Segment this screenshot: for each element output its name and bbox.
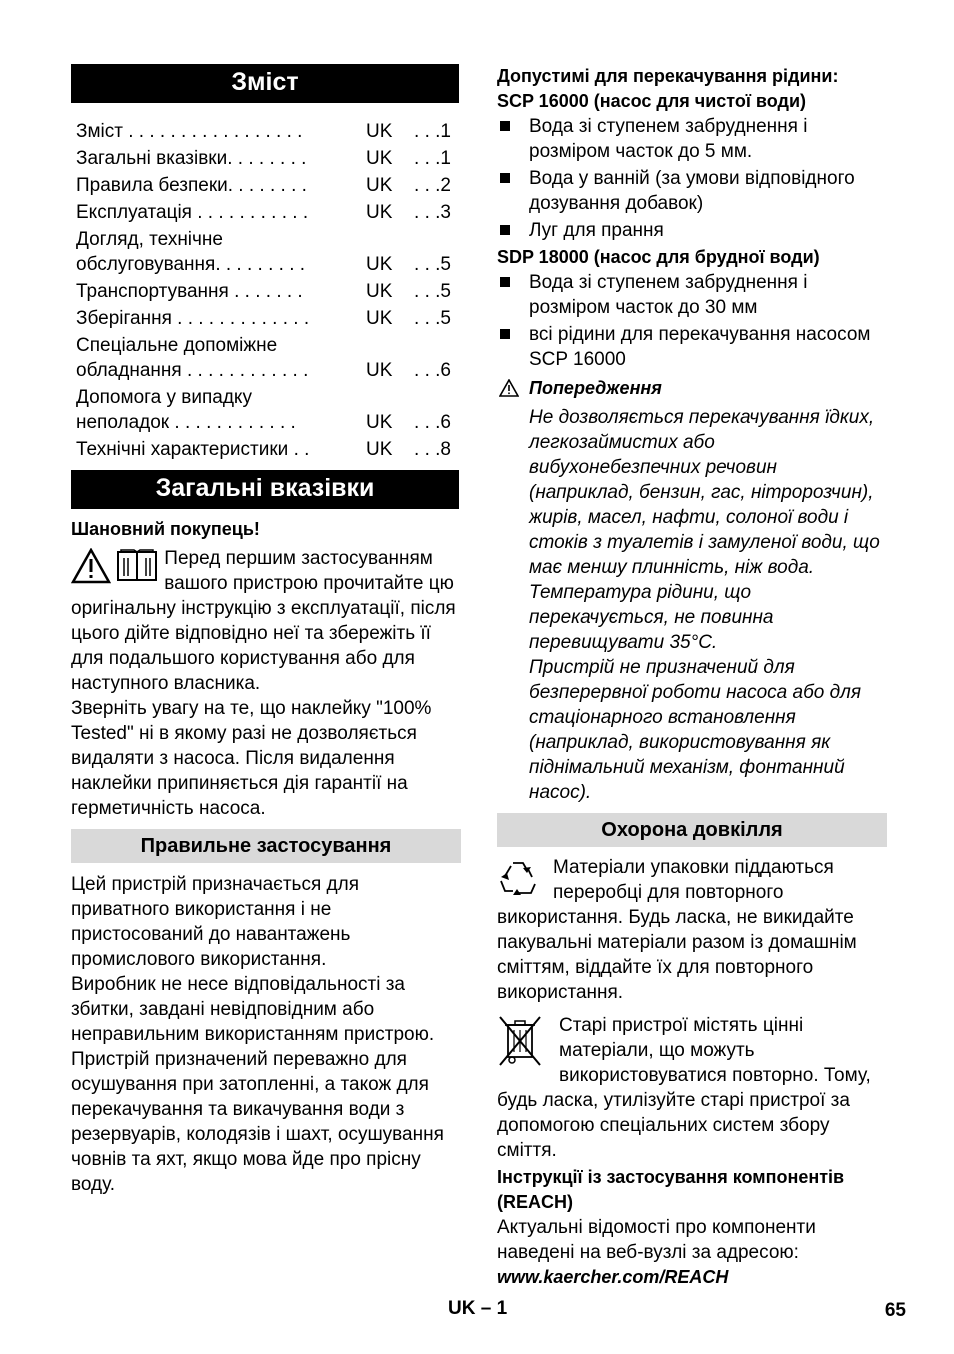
toc-entry-text: Технічні характеристики	[76, 439, 289, 460]
toc-entry[interactable]	[76, 333, 459, 383]
toc-entry-text: Догляд, технічне обслуговування	[76, 229, 223, 275]
left-column	[71, 64, 459, 1197]
toc-leader: . . . . . . . .	[227, 148, 307, 169]
toc-title: Зміст	[71, 64, 459, 103]
toc-entry-text: Зберігання	[76, 308, 172, 329]
reach-link[interactable]: www.kaercher.com/REACH	[497, 1267, 729, 1287]
toc-page: . . .5	[414, 308, 451, 329]
toc-page: . . .1	[414, 148, 451, 169]
sdp-title: SDP 18000 (насос для брудної води)	[497, 247, 820, 267]
toc-page: . . .6	[414, 412, 451, 433]
toc-leader: . . . . . . . . . . . .	[169, 412, 296, 433]
warning-block	[497, 376, 887, 805]
crossed-bin-icon	[497, 1015, 543, 1067]
weee-block	[497, 1013, 887, 1163]
proper-use-p2: Виробник не несе відповідальності за збитки, завдані невідповідним або неправильним використанням пристрою.	[71, 974, 435, 1045]
toc-lang: UK	[366, 439, 393, 460]
toc-entry[interactable]	[76, 146, 459, 171]
toc-lang: UK	[366, 360, 393, 381]
toc-leader: . .	[288, 439, 310, 460]
toc-leader: . . . . . . . . . . . .	[181, 360, 309, 381]
warning-p1: Не дозволяється перекачування їдких, легкозаймистих або вибухонебезпечних речовин (наприклад, бензин, гас, нітророзчин), жирів, масел, нафти, солоної води і стоків з туалетів і замуленої води, що має меншу плинність, ніж вода.	[529, 407, 880, 578]
sdp-list	[497, 270, 887, 372]
intro-text: Перед першим застосуванням вашого пристрою прочитайте цю оригінальну інструкцію з експлуатації, після цього дійте відповідно неї та збережіть її для подальшого користування або для наступного власника.	[71, 548, 456, 694]
warning-manual-icons	[71, 548, 158, 591]
toc-entry-text: Зміст	[76, 121, 123, 142]
recycle-text: Матеріали упаковки піддаються переробці для повторного використання. Будь ласка, не викидайте пакувальні матеріали разом із домашнім сміттям, віддайте їх для повторного використання.	[497, 857, 857, 1003]
toc-leader: . . . . . . . . . . .	[191, 202, 309, 223]
list-item: Вода зі ступенем забруднення і розміром часток до 5 мм.	[497, 114, 887, 164]
toc-entry[interactable]	[76, 437, 459, 462]
toc-leader: . . . . . . . . . . . . . . . . .	[122, 121, 303, 142]
toc-entry-text: Правила безпеки	[76, 175, 228, 196]
toc-page: . . .3	[414, 202, 451, 223]
toc-entry[interactable]	[76, 306, 459, 331]
toc-lang: UK	[366, 281, 393, 302]
toc-entry-text: Допомога у випадку неполадок	[76, 387, 252, 433]
toc-lang: UK	[366, 148, 393, 169]
toc-leader: . . . . . . . . . . . . .	[171, 308, 310, 329]
toc-page: . . .5	[414, 281, 451, 302]
toc-lang: UK	[366, 412, 393, 433]
toc-entry-text: Спеціальне допоміжне обладнання	[76, 335, 278, 381]
toc-entry[interactable]	[76, 173, 459, 198]
toc-lang: UK	[366, 308, 393, 329]
toc-page: . . .6	[414, 360, 451, 381]
recycle-icon-wrap	[497, 859, 539, 904]
reach-title: Інструкції із застосування компонентів (REACH)	[497, 1167, 845, 1212]
toc-entry-text: Експлуатація	[76, 202, 192, 223]
toc-entry[interactable]	[76, 385, 459, 435]
list-item: Луг для прання	[497, 218, 887, 243]
intro-block	[71, 546, 459, 821]
list-item: всі рідини для перекачування насосом SCP 16000	[497, 322, 887, 372]
proper-use-title: Правильне застосування	[71, 829, 461, 863]
general-title: Загальні вказівки	[71, 470, 459, 509]
proper-use-p1: Цей пристрій призначається для приватного використання і не пристосований до навантажень промислового використання.	[71, 874, 359, 970]
manual-book-icon	[116, 548, 158, 584]
toc-leader: . . . . . . . . .	[215, 254, 306, 275]
liquids-heading: Допустимі для перекачування рідини:	[497, 66, 839, 86]
toc-leader: . . . . . . .	[228, 281, 303, 302]
toc-lang: UK	[366, 175, 393, 196]
environment-title: Охорона довкілля	[497, 813, 887, 847]
warning-triangle-icon	[71, 548, 111, 584]
toc-entry-text: Транспортування	[76, 281, 229, 302]
list-item: Вода зі ступенем забруднення і розміром часток до 30 мм	[497, 270, 887, 320]
toc-page: . . .5	[414, 254, 451, 275]
greeting: Шановний покупець!	[71, 519, 260, 539]
proper-use-p3: Пристрій призначений переважно для осушування при затопленні, а також для перекачування та викачування води з резервуарів, колодязів і шахт, осушування човнів та яхт, якщо мова йде про прісну воду.	[71, 1049, 444, 1195]
toc-entry-text: Загальні вказівки	[76, 148, 228, 169]
footer-page-number: 65	[884, 1300, 906, 1321]
recycle-icon	[497, 859, 539, 897]
table-of-contents	[71, 119, 459, 462]
warning-title: Попередження	[529, 378, 662, 398]
toc-lang: UK	[366, 121, 393, 142]
list-item: Вода у ванній (за умови відповідного дозування добавок)	[497, 166, 887, 216]
footer-lang-page: UK – 1	[448, 1298, 508, 1319]
toc-entry[interactable]	[76, 119, 459, 144]
warning-p2: Температура рідини, що перекачується, не повинна перевищувати 35°C.	[529, 582, 774, 653]
reach-text: Актуальні відомості про компоненти наведені на веб-вузлі за адресою:	[497, 1217, 816, 1263]
toc-lang: UK	[366, 202, 393, 223]
toc-page: . . .2	[414, 175, 451, 196]
toc-entry[interactable]	[76, 227, 459, 277]
toc-leader: . . . . . . . .	[227, 175, 307, 196]
warning-triangle-icon	[499, 379, 519, 397]
toc-entry[interactable]	[76, 279, 459, 304]
toc-entry[interactable]	[76, 200, 459, 225]
toc-page: . . .1	[414, 121, 451, 142]
crossed-bin-icon-wrap	[497, 1015, 543, 1074]
toc-lang: UK	[366, 254, 393, 275]
sticker-note: Зверніть увагу на те, що наклейку "100% Tested" ні в якому разі не дозволяється видаляти з насоса. Після видалення наклейки припиняється дія гарантії на герметичність насоса.	[71, 698, 432, 819]
scp-list	[497, 114, 887, 243]
recycle-block	[497, 855, 887, 1005]
scp-title: SCP 16000 (насос для чистої води)	[497, 91, 806, 111]
warning-p3: Пристрій не призначений для безперервної роботи насоса або для стаціонарного встановлення (наприклад, використовування як піднімальний механізм, фонтанний насос).	[529, 657, 861, 803]
weee-text: Старі пристрої містять цінні матеріали, що можуть використовуватися повторно. Тому, будь ласка, утилізуйте старі пристрої за допомогою спеціальних систем збору сміття.	[497, 1015, 871, 1161]
right-column	[497, 64, 887, 1290]
toc-page: . . .8	[414, 439, 451, 460]
